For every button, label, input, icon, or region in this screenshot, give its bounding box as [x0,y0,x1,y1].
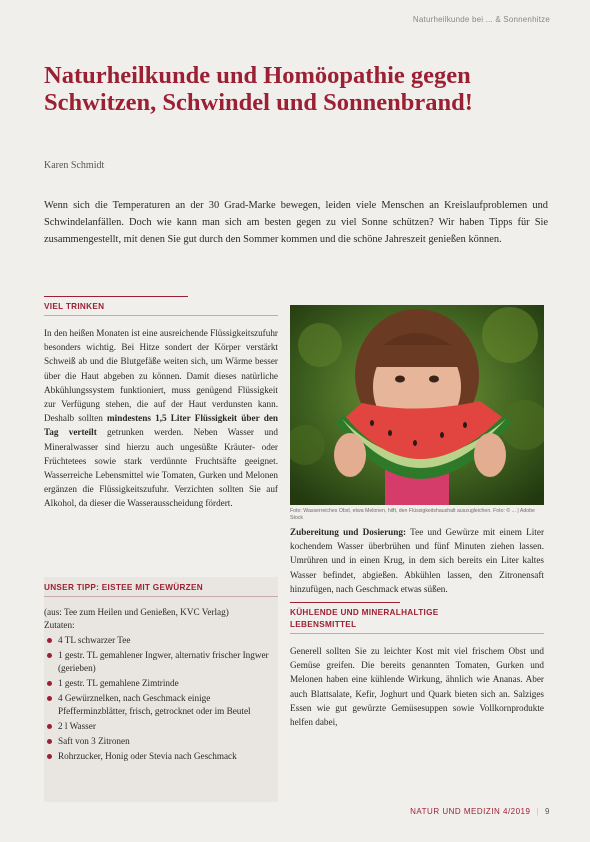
section-heading-line-1: KÜHLENDE UND MINERALHALTIGE [290,608,439,617]
article-intro: Wenn sich die Temperaturen an der 30 Grad-Marke bewegen, leiden viele Menschen an Kreislaufproblemen und Schwindelanfällen. Doch wie kann man sich am besten gegen zu viel Sonne schützen? Wir haben Tipps für Sie zusammengestellt, mit denen Sie gut durch den Sommer kommen und die schöne Jahreszeit genießen können. [44,200,548,245]
magazine-name: NATUR UND MEDIZIN 4/2019 [410,807,531,816]
article-author: Karen Schmidt [44,160,105,171]
list-item: 2 l Wasser [58,720,278,733]
list-item: Saft von 3 Zitronen [58,735,278,748]
preparation-text [290,525,544,596]
preparation-block [290,525,544,596]
article-title: Naturheilkunde und Homöopathie gegen Schwitzen, Schwindel und Sonnenbrand! [44,62,473,116]
viel-trinken-body [44,326,278,511]
viel-trinken-text-1: In den heißen Monaten ist eine ausreichende Flüssigkeitszufuhr besonders wichtig. Bei Hitze sondert der Körper verstärkt Schweiß ab und die Blutgefäße weiten sich, um Wärme besser über die Haut abgeben zu können. Damit dieses natürliche Abkühlungssystem funktioniert, muss genügend Flüssigkeit zur Verfügung stehen, die auf der Haut verdunsten kann. Deshalb sollten [44,328,278,424]
section-rule [44,296,188,297]
list-item: 4 Gewürznelken, nach Geschmack einige Pfefferminzblätter, frisch, getrocknet oder im Beutel [58,692,278,717]
page-footer [410,807,550,816]
tip-source: (aus: Tee zum Heilen und Genießen, KVC Verlag) [44,607,229,617]
girl-with-watermelon-illustration [290,305,544,505]
list-item: 4 TL schwarzer Tee [58,634,278,647]
viel-trinken-text [44,326,278,511]
tip-ingredients-label: Zutaten: [44,619,75,630]
page-number: 9 [545,807,550,816]
preparation-label: Zubereitung und Dosierung: [290,527,407,537]
section-rule-thin [290,633,544,634]
running-head: Naturheilkunde bei ... & Sonnenhitze [412,15,550,24]
footer-separator: | [536,807,540,816]
photo-caption: Foto: Wasserreiches Obst, etwa Melonen, hilft, den Flüssigkeitshaushalt auszugleichen. Foto: © ... | Adobe Stock [290,508,535,521]
kuehlend-body [290,644,544,729]
tip-rule [44,596,278,597]
viel-trinken-text-2: getrunken werden. Neben Wasser und Mineralwasser sind hierzu auch ungesüßte Kräuter- oder Früchtetees sowie stark verdünnte Fruchtsäfte geeignet. Wasserreiche Lebensmittel wie Tomaten, Gurken und Melonen ergänzen die Flüssigkeitszufuhr. Verzichten sollten Sie auf Alkohol, da dieser die Wasserausscheidung fördert. [44,427,278,509]
section-heading-kuehlend [290,607,439,631]
list-item: 1 gestr. TL gemahlene Zimtrinde [58,677,278,690]
list-item: Rohrzucker, Honig oder Stevia nach Geschmack [58,750,278,763]
tip-heading: UNSER TIPP: EISTEE MIT GEWÜRZEN [44,583,203,592]
section-heading-line-2: LEBENSMITTEL [290,620,357,629]
section-heading-viel-trinken: VIEL TRINKEN [44,302,105,311]
section-rule [290,602,400,603]
list-item: 1 gestr. TL gemahlener Ingwer, alternativ frischer Ingwer (gerieben) [58,649,278,674]
kuehlend-text: Generell sollten Sie zu leichter Kost mit viel frischem Obst und Gemüse greifen. Die bereits genannten Tomaten, Gurken und Melonen haben eine kühlende Wirkung, ähnlich wie Ananas. Aber auch Blattsalate, Kefir, Joghurt und Quark bieten sich an. Salziges Essen wie gut gewürzte Gemüsesuppen sowie Vollkornprodukte helfen dabei, [290,646,544,728]
tip-content [44,606,278,765]
section-rule-thin [44,315,278,316]
ingredient-list [44,634,278,762]
watermelon-photo [290,305,544,505]
viel-trinken-text-bold: mindestens 1,5 Liter Flüssigkeit über den Tag verteilt [44,413,279,438]
preparation-body: Tee und Gewürze mit einem Liter kochendem Wasser überbrühen und fünf Minuten ziehen lassen. Umrühren und in einen Krug, in dem sich bereits ein Liter kaltes Wasser befindet, abgießen. Abkühlen lassen, den Zitronensaft hinzufügen, nach Geschmack etwas süßen. [290,527,545,594]
